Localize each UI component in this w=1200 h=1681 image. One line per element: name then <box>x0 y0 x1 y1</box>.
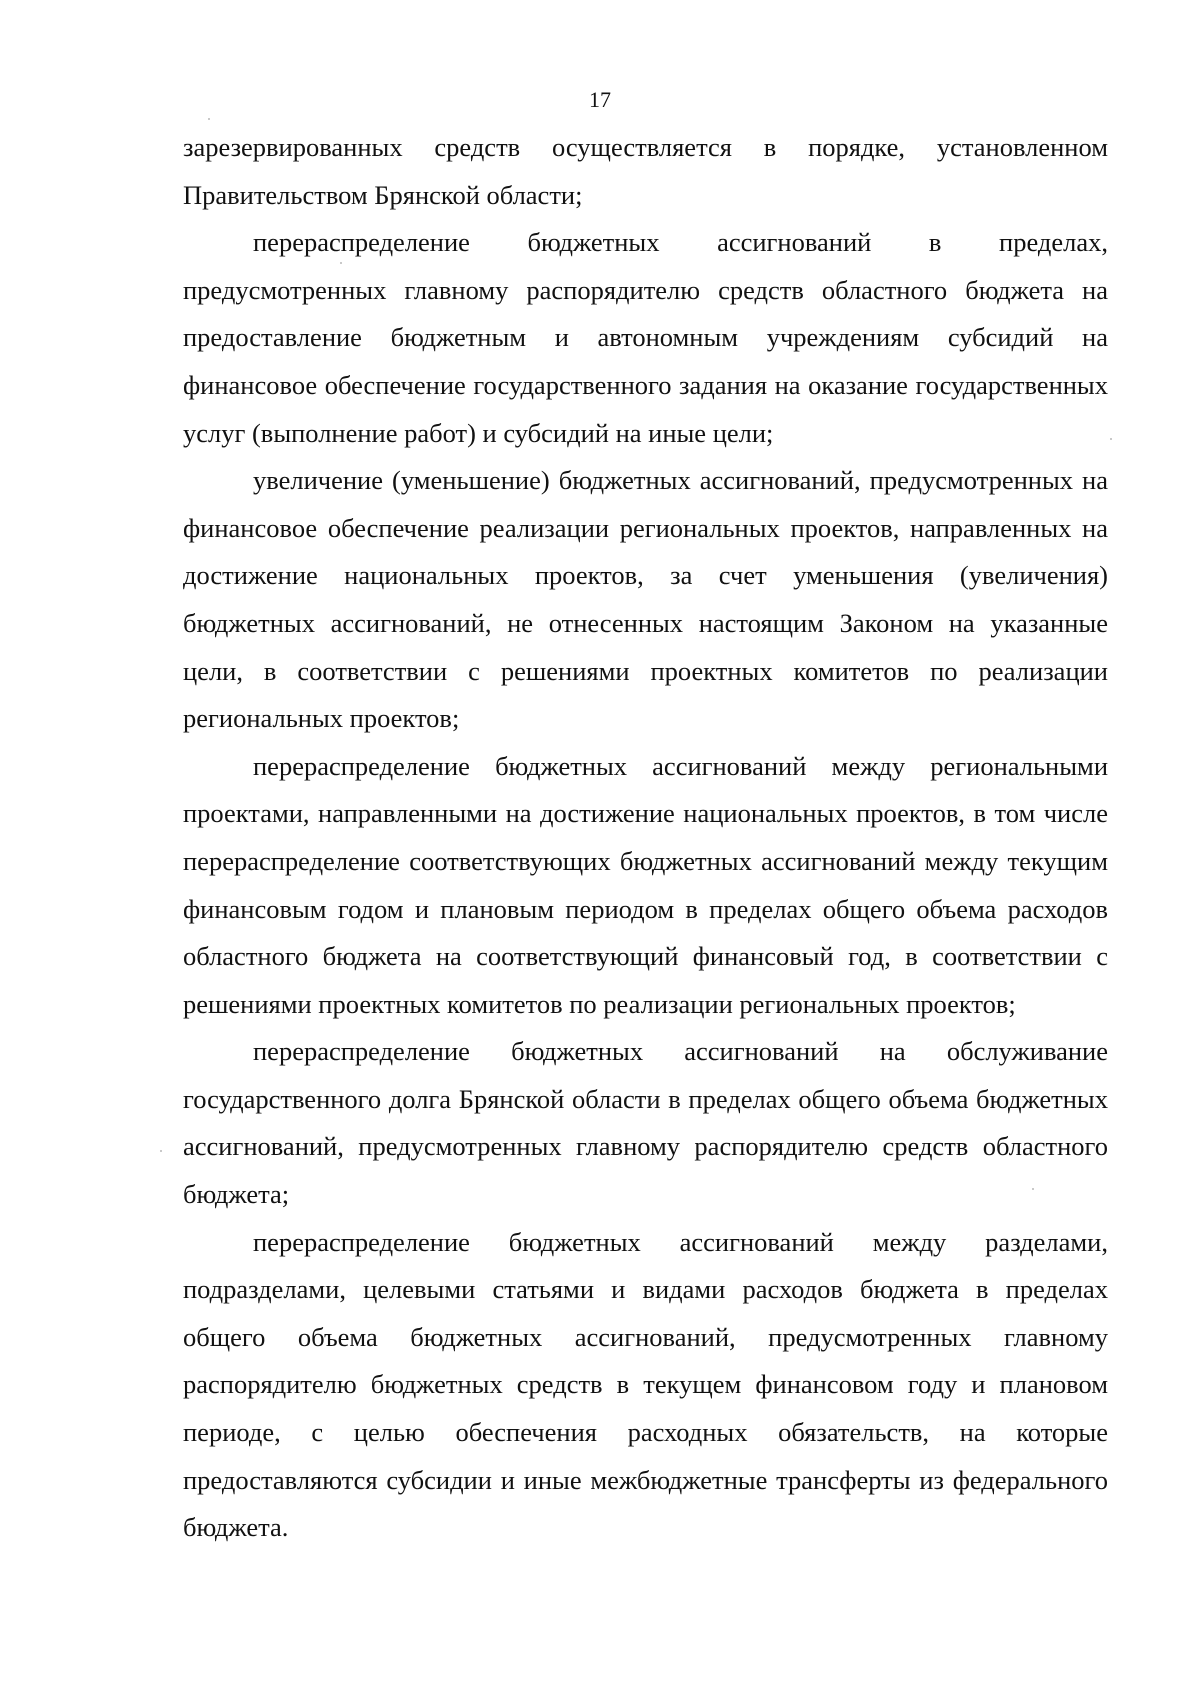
paragraph-5: перераспределение бюджетных ассигнований на обслуживание государственного долга Брянской области в пределах общего объема бюджетных ассигнований, предусмотренных главному распорядителю средств областного бюджета; <box>183 1036 1108 1210</box>
paragraph-2: перераспределение бюджетных ассигнований в пределах, предусмотренных главному распорядителю средств областного бюджета на предоставление бюджетным и автономным учреждениям субсидий на финансовое обеспечение государственного задания на оказание государственных услуг (выполнение работ) и субсидий на иные цели; <box>183 227 1108 448</box>
scan-speck <box>160 1150 162 1152</box>
scan-speck <box>1032 1188 1034 1190</box>
scan-speck <box>208 118 210 120</box>
paragraph-1: зарезервированных средств осуществляется в порядке, установленном Правительством Брянской области; <box>183 132 1108 210</box>
paragraph-3: увеличение (уменьшение) бюджетных ассигнований, предусмотренных на финансовое обеспечение реализации региональных проектов, направленных на достижение национальных проектов, за счет уменьшения (увеличения) бюджетных ассигнований, не отнесенных настоящим Законом на указанные цели, в соответствии с решениями проектных комитетов по реализации региональных проектов; <box>183 465 1108 734</box>
page-number: 17 <box>589 87 611 112</box>
document-body <box>183 124 1108 1552</box>
paragraph-4: перераспределение бюджетных ассигнований между региональными проектами, направленными на достижение национальных проектов, в том числе перераспределение соответствующих бюджетных ассигнований между текущим финансовым годом и плановым периодом в пределах общего объема расходов областного бюджета на соответствующий финансовый год, в соответствии с решениями проектных комитетов по реализации региональных проектов; <box>183 750 1108 1019</box>
paragraph-6: перераспределение бюджетных ассигнований между разделами, подразделами, целевыми статьями и видами расходов бюджета в пределах общего объема бюджетных ассигнований, предусмотренных главному распорядителю бюджетных средств в текущем финансовом году и плановом периоде, с целью обеспечения расходных обязательств, на которые предоставляются субсидии и иные межбюджетные трансферты из федерального бюджета. <box>183 1226 1108 1543</box>
scan-speck <box>1110 438 1112 440</box>
scan-speck <box>340 262 342 264</box>
